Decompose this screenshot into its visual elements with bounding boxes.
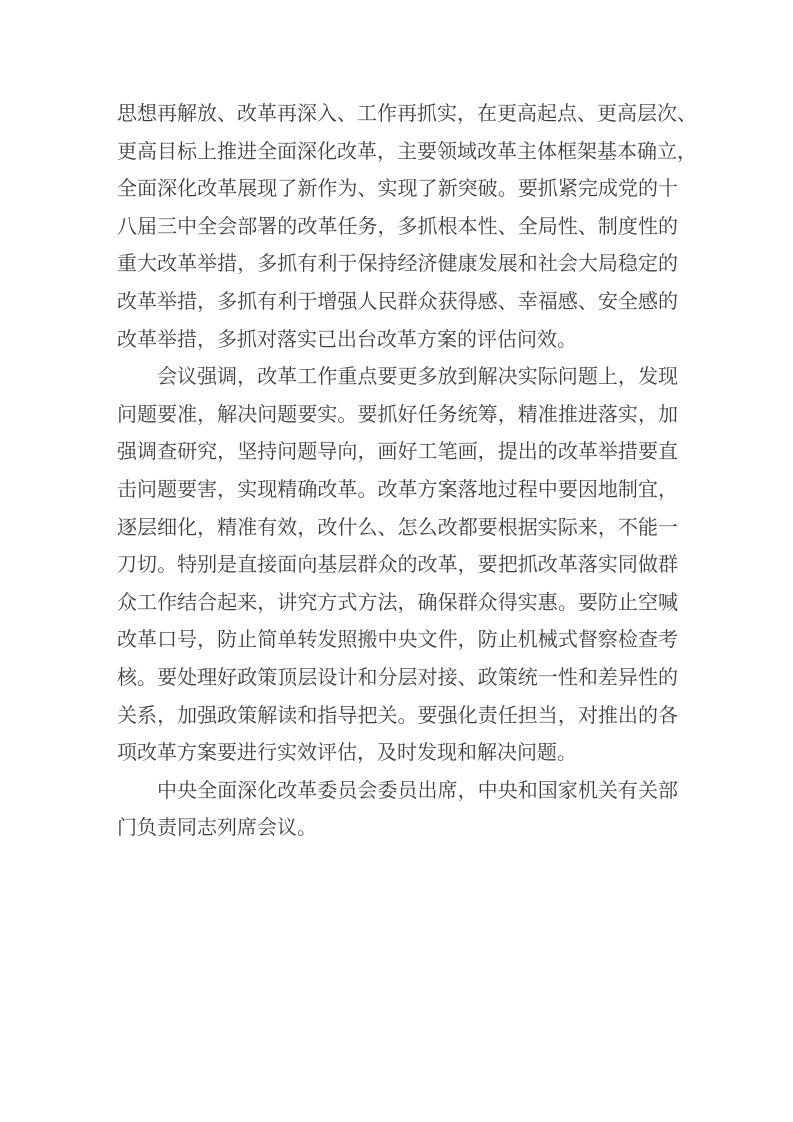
text-line: 全面深化改革展现了新作为、实现了新突破。要抓紧完成党的十 <box>117 178 678 201</box>
text-line: 门负责同志列席会议。 <box>117 817 317 840</box>
text-line: 中央全面深化改革委员会委员出席，中央和国家机关有关部 <box>157 779 678 802</box>
text-line: 八届三中全会部署的改革任务，多抓根本性、全局性、制度性的 <box>117 215 678 238</box>
text-line: 众工作结合起来，讲究方式方法，确保群众得实惠。要防止空喊 <box>117 591 678 614</box>
paragraph <box>117 773 678 848</box>
text-line: 逐层细化，精准有效，改什么、怎么改都要根据实际来，不能一 <box>117 516 678 539</box>
text-line: 问题要准，解决问题要实。要抓好任务统筹，精准推进落实，加 <box>117 403 678 426</box>
text-line: 更高目标上推进全面深化改革，主要领域改革主体框架基本确立， <box>117 140 697 163</box>
paragraph <box>117 359 678 773</box>
text-line: 思想再解放、改革再深入、工作再抓实，在更高起点、更高层次、 <box>117 103 697 125</box>
text-line: 重大改革举措，多抓有利于保持经济健康发展和社会大局稳定的 <box>117 253 678 276</box>
document-body <box>117 96 697 848</box>
text-line: 会议强调，改革工作重点要更多放到解决实际问题上，发现 <box>157 366 678 389</box>
text-line: 刀切。特别是直接面向基层群众的改革，要把抓改革落实同做群 <box>117 554 678 577</box>
paragraph <box>117 96 697 359</box>
text-line: 改革举措，多抓对落实已出台改革方案的评估问效。 <box>117 328 577 351</box>
text-line: 击问题要害，实现精确改革。改革方案落地过程中要因地制宜， <box>117 478 678 501</box>
text-line: 强调查研究，坚持问题导向，画好工笔画，提出的改革举措要直 <box>117 441 678 464</box>
text-line: 项改革方案要进行实效评估，及时发现和解决问题。 <box>117 742 577 765</box>
text-line: 核。要处理好政策顶层设计和分层对接、政策统一性和差异性的 <box>117 666 678 689</box>
text-line: 改革举措，多抓有利于增强人民群众获得感、幸福感、安全感的 <box>117 290 678 313</box>
text-line: 关系，加强政策解读和指导把关。要强化责任担当，对推出的各 <box>117 704 678 727</box>
text-line: 改革口号，防止简单转发照搬中央文件，防止机械式督察检查考 <box>117 629 678 652</box>
